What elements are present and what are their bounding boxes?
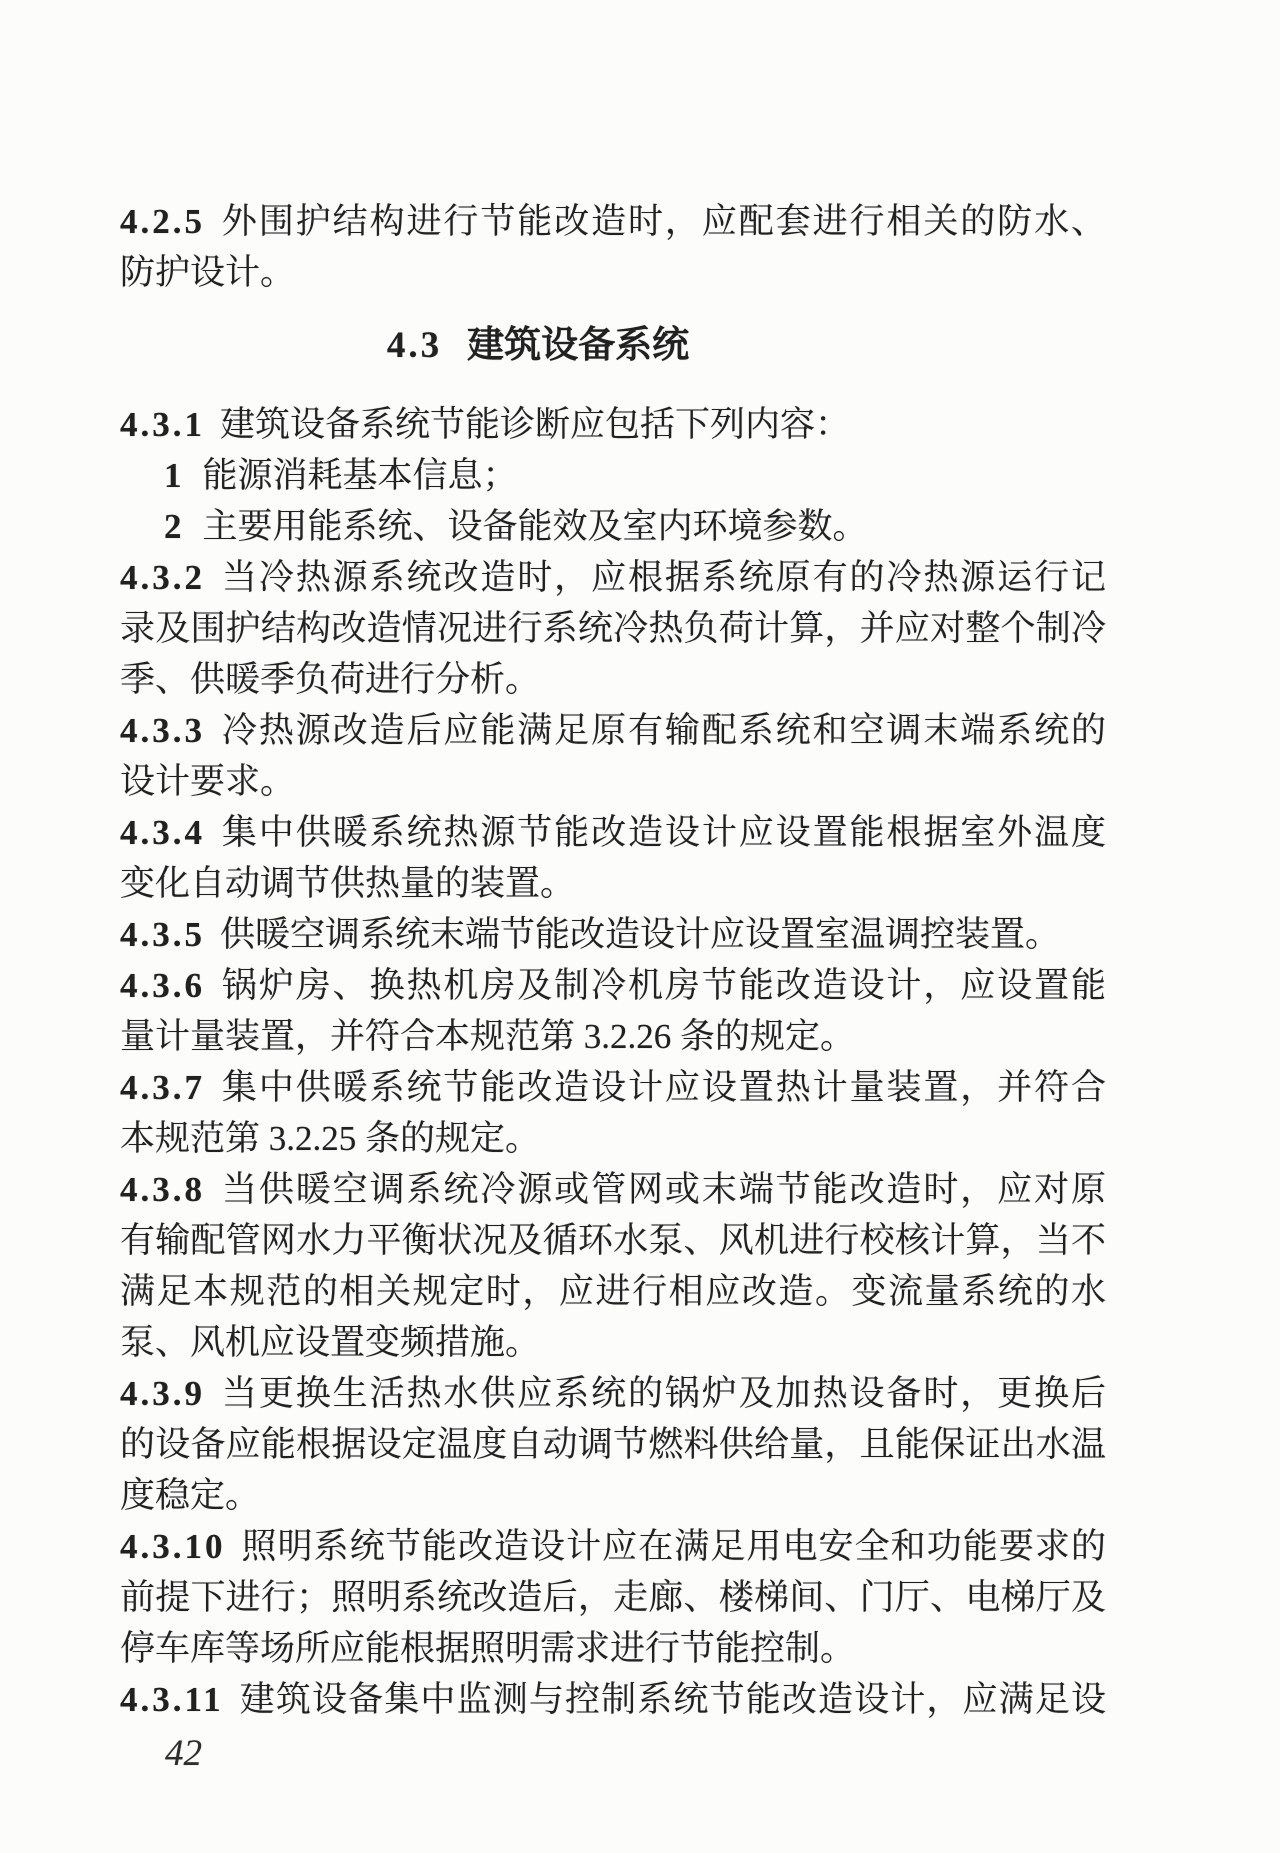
wrapped-text-line	[120, 603, 1106, 654]
section-heading-title: 建筑设备系统	[467, 325, 690, 366]
line-text: 外围护结构进行节能改造时，应配套进行相关的防水、	[220, 202, 1106, 241]
wrapped-text-line	[120, 1317, 1106, 1368]
clause-line	[120, 552, 1106, 603]
wrapped-text-line	[120, 858, 1106, 909]
clause-number: 4.3.11	[120, 1680, 224, 1719]
line-text: 锅炉房、换热机房及制冷机房节能改造设计，应设置能	[220, 966, 1106, 1005]
line-text: 集中供暖系统节能改造设计应设置热计量装置，并符合	[220, 1068, 1106, 1107]
clause-line	[120, 1062, 1106, 1113]
section-heading	[120, 320, 1106, 371]
clause-number: 4.3.4	[120, 813, 205, 852]
line-text: 当冷热源系统改造时，应根据系统原有的冷热源运行记	[220, 558, 1106, 597]
line-text: 的设备应能根据设定温度自动调节燃料供给量，且能保证出水温	[120, 1425, 1106, 1464]
line-text: 度稳定。	[120, 1476, 261, 1515]
line-text: 防护设计。	[120, 253, 296, 292]
list-item-line	[120, 501, 1106, 552]
list-item-line	[120, 450, 1106, 501]
wrapped-text-line	[120, 1572, 1106, 1623]
clause-line	[120, 1164, 1106, 1215]
item-number: 1	[164, 456, 182, 495]
line-text: 变化自动调节供热量的装置。	[120, 864, 576, 903]
line-text: 季、供暖季负荷进行分析。	[120, 660, 541, 699]
clause-number: 4.3.8	[120, 1170, 205, 1209]
clause-number: 4.3.7	[120, 1068, 205, 1107]
clause-number: 4.3.5	[120, 915, 205, 954]
wrapped-text-line	[120, 1266, 1106, 1317]
clause-number: 4.3.9	[120, 1374, 205, 1413]
wrapped-text-line	[120, 654, 1106, 705]
line-text: 设计要求。	[120, 762, 296, 801]
clause-line	[120, 399, 1106, 450]
line-text: 照明系统节能改造设计应在满足用电安全和功能要求的	[240, 1527, 1106, 1566]
clause-line	[120, 196, 1106, 247]
line-text: 供暖空调系统末端节能改造设计应设置室温调控装置。	[220, 915, 1061, 954]
clause-number: 4.3.10	[120, 1527, 226, 1566]
text-column	[120, 196, 1106, 1725]
wrapped-text-line	[120, 1011, 1106, 1062]
section-heading-number: 4.3	[386, 325, 443, 366]
line-text: 冷热源改造后应能满足原有输配系统和空调末端系统的	[220, 711, 1106, 750]
clause-line	[120, 1521, 1106, 1572]
line-text: 录及围护结构改造情况进行系统冷热负荷计算，并应对整个制冷	[120, 609, 1106, 648]
line-text: 建筑设备系统节能诊断应包括下列内容：	[220, 405, 851, 444]
clause-line	[120, 1368, 1106, 1419]
clause-line	[120, 1674, 1106, 1725]
line-text: 能源消耗基本信息；	[202, 456, 518, 495]
wrapped-text-line	[120, 1215, 1106, 1266]
line-text: 集中供暖系统热源节能改造设计应设置能根据室外温度	[220, 813, 1106, 852]
clause-line	[120, 909, 1106, 960]
clause-number: 4.2.5	[120, 202, 205, 241]
line-text: 当供暖空调系统冷源或管网或末端节能改造时，应对原	[220, 1170, 1106, 1209]
clause-line	[120, 705, 1106, 756]
line-text: 前提下进行；照明系统改造后，走廊、楼梯间、门厅、电梯厅及	[120, 1578, 1106, 1617]
wrapped-text-line	[120, 1623, 1106, 1674]
clause-number: 4.3.3	[120, 711, 205, 750]
line-text: 泵、风机应设置变频措施。	[120, 1323, 541, 1362]
page-number: 42	[165, 1733, 202, 1774]
wrapped-text-line	[120, 1419, 1106, 1470]
line-text: 主要用能系统、设备能效及室内环境参数。	[202, 507, 868, 546]
wrapped-text-line	[120, 247, 1106, 298]
clause-number: 4.3.6	[120, 966, 205, 1005]
clause-line	[120, 807, 1106, 858]
clause-number: 4.3.1	[120, 405, 205, 444]
line-text: 量计量装置，并符合本规范第 3.2.26 条的规定。	[120, 1017, 856, 1056]
line-text: 满足本规范的相关规定时，应进行相应改造。变流量系统的水	[120, 1272, 1106, 1311]
line-text: 本规范第 3.2.25 条的规定。	[120, 1119, 541, 1158]
line-text: 停车库等场所应能根据照明需求进行节能控制。	[120, 1629, 856, 1668]
wrapped-text-line	[120, 1113, 1106, 1164]
line-text: 建筑设备集中监测与控制系统节能改造设计，应满足设	[238, 1680, 1106, 1719]
clause-number: 4.3.2	[120, 558, 205, 597]
line-text: 当更换生活热水供应系统的锅炉及加热设备时，更换后	[220, 1374, 1106, 1413]
line-text: 有输配管网水力平衡状况及循环水泵、风机进行校核计算，当不	[120, 1221, 1106, 1260]
item-number: 2	[164, 507, 182, 546]
wrapped-text-line	[120, 1470, 1106, 1521]
wrapped-text-line	[120, 756, 1106, 807]
clause-line	[120, 960, 1106, 1011]
